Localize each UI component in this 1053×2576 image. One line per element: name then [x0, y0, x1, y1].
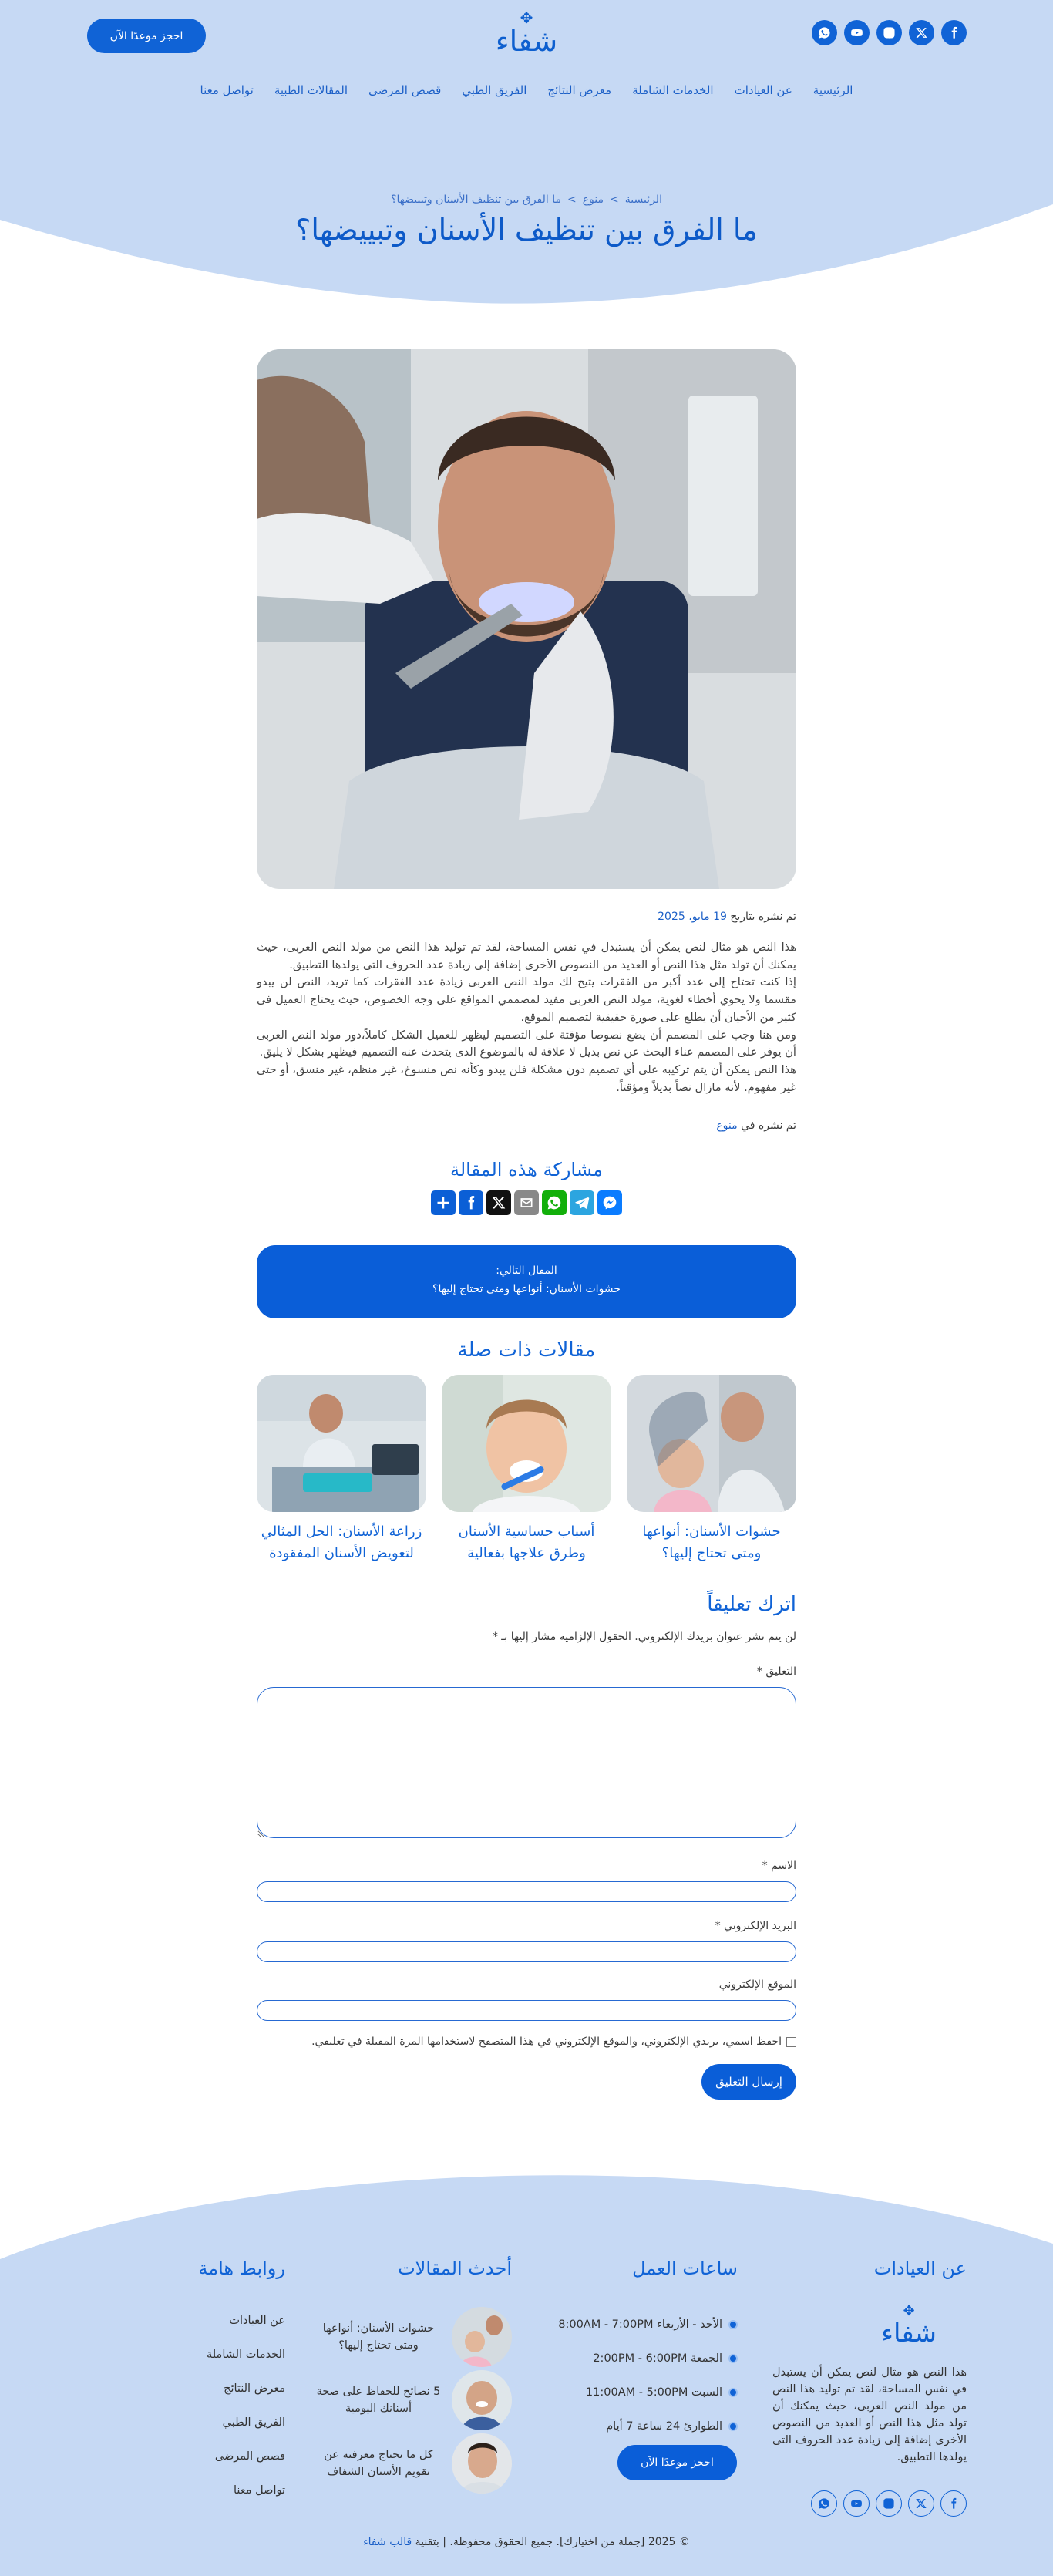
nav-item-contact[interactable]: تواصل معنا	[200, 83, 254, 97]
latest-post-item[interactable]	[296, 2370, 512, 2430]
instagram-icon[interactable]	[876, 2490, 902, 2517]
breadcrumb-separator: >	[610, 194, 619, 206]
published-prefix: تم نشره بتاريخ	[730, 911, 796, 923]
footer-about-text: هذا النص هو مثال لنص يمكن أن يستبدل في نفس المساحة، لقد تم توليد هذا النص من مولد النص العربى، حيث يمكنك أن تولد مثل هذا النص أو العديد من النصوص الأخرى إضافة إلى زيادة عدد الحروف التى يولدها التطبيق.	[772, 2366, 967, 2463]
published-date-link[interactable]: 19 مايو، 2025	[658, 911, 727, 923]
nav-item-stories[interactable]: قصص المرضى	[368, 83, 442, 97]
hours-row: الجمعة 2:00PM - 6:00PM	[506, 2342, 738, 2376]
nav-item-home[interactable]: الرئيسية	[812, 83, 853, 97]
comment-form-title: اترك تعليقاً	[707, 1593, 796, 1616]
page-title: ما الفرق بين تنظيف الأسنان وتبييضها؟	[295, 213, 758, 247]
latest-post-thumbnail[interactable]	[452, 2370, 512, 2430]
related-post-title[interactable]: حشوات الأسنان: أنواعها ومتى تحتاج إليها؟	[642, 1524, 781, 1561]
footer-links-title: روابط هامة	[198, 2258, 285, 2279]
website-input[interactable]	[257, 2000, 796, 2021]
submit-comment-button[interactable]: إرسال التعليق	[701, 2064, 796, 2100]
nav-item-gallery[interactable]: معرض النتائج	[547, 83, 612, 97]
comment-form-note: لن يتم نشر عنوان بريدك الإلكتروني. الحقول الإلزامية مشار إليها بـ *	[492, 1631, 796, 1643]
x-share-icon[interactable]	[486, 1190, 511, 1215]
breadcrumb	[0, 194, 1053, 206]
article-body	[257, 939, 796, 1096]
footer-book-appointment-button[interactable]: احجز موعدًا الآن	[617, 2445, 737, 2480]
youtube-icon[interactable]	[843, 2490, 870, 2517]
footer-link-services[interactable]: الخدمات الشاملة	[206, 2349, 285, 2361]
footer-link-stories[interactable]: قصص المرضى	[214, 2450, 285, 2463]
posted-in	[716, 1120, 796, 1132]
latest-post-title[interactable]: كل ما تحتاج معرفته عن تقويم الأسنان الشفاف	[324, 2449, 433, 2478]
latest-post-thumbnail[interactable]	[452, 2433, 512, 2494]
book-appointment-button[interactable]: احجز موعدًا الآن	[87, 19, 206, 53]
next-post-label: المقال التالي:	[496, 1264, 557, 1277]
youtube-icon[interactable]	[844, 20, 870, 45]
footer-link-gallery[interactable]: معرض النتائج	[224, 2382, 285, 2395]
latest-post-title[interactable]: 5 نصائح للحفاظ على صحة أسنانك اليومية	[316, 2386, 441, 2415]
latest-post-item[interactable]	[296, 2433, 512, 2494]
footer-logo-star-icon: ✥	[903, 2303, 915, 2319]
cookies-label: احفظ اسمي، بريدي الإلكتروني، والموقع الإلكتروني في هذا المتصفح لاستخدامها المرة المقبلة في تعليقي.	[311, 2036, 782, 2048]
category-link[interactable]: منوع	[716, 1120, 738, 1132]
nav-item-about[interactable]: عن العيادات	[734, 83, 792, 97]
hero-header	[0, 0, 1053, 308]
bullet-icon	[728, 2354, 738, 2363]
article-paragraph: هذا النص هو مثال لنص يمكن أن يستبدل في نفس المساحة، لقد تم توليد هذا النص من مولد النص العربى، حيث يمكنك أن تولد مثل هذا النص أو العديد من النصوص الأخرى إضافة إلى زيادة عدد الحروف التى يولدها التطبيق.	[257, 941, 796, 971]
related-post-card[interactable]	[627, 1375, 796, 1564]
related-post-thumbnail[interactable]	[257, 1375, 426, 1512]
name-input[interactable]	[257, 1881, 796, 1902]
logo-star-icon: ✥	[520, 8, 533, 27]
related-post-title[interactable]: زراعة الأسنان: الحل المثالي لتعويض الأسنان المفقودة	[261, 1524, 422, 1561]
facebook-icon[interactable]	[940, 2490, 967, 2517]
comment-textarea[interactable]	[257, 1687, 796, 1838]
hours-row: الطوارئ 24 ساعة 7 أيام	[506, 2409, 738, 2443]
latest-posts	[296, 2307, 512, 2497]
bullet-icon	[728, 2388, 738, 2397]
footer-links	[200, 2315, 285, 2518]
breadcrumb-separator: >	[567, 194, 577, 206]
x-icon[interactable]	[909, 20, 934, 45]
breadcrumb-category[interactable]: منوع	[582, 194, 604, 206]
whatsapp-share-icon[interactable]	[542, 1190, 567, 1215]
x-icon[interactable]	[908, 2490, 934, 2517]
site-logo[interactable]: ✥ شفاء	[495, 8, 558, 58]
latest-post-thumbnail[interactable]	[452, 2307, 512, 2367]
facebook-share-icon[interactable]	[459, 1190, 483, 1215]
related-posts	[257, 1375, 796, 1564]
cookies-checkbox[interactable]	[786, 2037, 796, 2047]
article-paragraph: ومن هنا وجب على المصمم أن يضع نصوصا مؤقتة على التصميم ليظهر للعميل الشكل كاملاً،دور مولد النص العربى أن يوفر على المصمم عناء البحث عن نص بديل لا علاقة له بالموضوع الذى يتحدث عنه التصميم فيظهر بشكل لا يليق.	[257, 1028, 796, 1059]
breadcrumb-home[interactable]: الرئيسية	[624, 194, 662, 206]
cookies-consent	[311, 2036, 796, 2048]
instagram-icon[interactable]	[876, 20, 902, 45]
nav-item-team[interactable]: الفريق الطبي	[462, 83, 527, 97]
share-buttons	[0, 1190, 1053, 1215]
footer-link-team[interactable]: الفريق الطبي	[222, 2416, 285, 2429]
footer-hours-title: ساعات العمل	[632, 2258, 738, 2279]
posted-in-prefix: تم نشره في	[741, 1120, 796, 1132]
article-paragraph: إذا كنت تحتاج إلى عدد أكبر من الفقرات يتيح لك مولد النص العربى زيادة عدد الفقرات كما تريد، النص لن يبدو مقسما ولا يحوي أخطاء لغوية، مولد النص العربى مفيد لمصممي المواقع على وجه الخصوص، حيث يحتاج العميل فى كثير من الأحيان أن يطلع على صورة حقيقية لتصميم الموقع.	[257, 975, 796, 1024]
next-post-title: حشوات الأسنان: أنواعها ومتى تحتاج إليها؟	[432, 1283, 621, 1295]
email-share-icon[interactable]	[514, 1190, 539, 1215]
top-bar	[0, 8, 1053, 58]
header-social-links	[812, 20, 967, 45]
email-input[interactable]	[257, 1941, 796, 1962]
footer-social-links	[811, 2490, 967, 2517]
email-label: البريد الإلكتروني *	[715, 1920, 796, 1932]
theme-credit-link[interactable]: قالب شفاء	[363, 2536, 412, 2548]
footer-latest-title: أحدث المقالات	[398, 2258, 512, 2279]
footer-link-about[interactable]: عن العيادات	[229, 2315, 285, 2327]
name-label: الاسم *	[762, 1860, 796, 1872]
footer-logo[interactable]: ✥ شفاء	[851, 2305, 967, 2349]
nav-item-articles[interactable]: المقالات الطبية	[274, 83, 348, 97]
latest-post-item[interactable]	[296, 2307, 512, 2367]
latest-post-title[interactable]: حشوات الأسنان: أنواعها ومتى تحتاج إليها؟	[322, 2322, 435, 2352]
related-post-thumbnail[interactable]	[627, 1375, 796, 1512]
working-hours	[506, 2308, 738, 2443]
comment-label: التعليق *	[756, 1665, 796, 1678]
whatsapp-icon[interactable]	[812, 20, 837, 45]
footer-about-title: عن العيادات	[873, 2258, 967, 2279]
related-post-title[interactable]: أسباب حساسية الأسنان وطرق علاجها بفعالية	[458, 1524, 595, 1561]
nav-item-services[interactable]: الخدمات الشاملة	[632, 83, 714, 97]
main-nav	[0, 83, 1053, 97]
messenger-share-icon[interactable]	[597, 1190, 622, 1215]
whatsapp-icon[interactable]	[811, 2490, 837, 2517]
related-post-card[interactable]	[442, 1375, 611, 1564]
next-post-link[interactable]	[257, 1245, 796, 1318]
share-plus-icon[interactable]	[431, 1190, 456, 1215]
related-posts-title: مقالات ذات صلة	[457, 1339, 596, 1362]
bullet-icon	[728, 2422, 738, 2431]
website-label: الموقع الإلكتروني	[718, 1978, 796, 1991]
article-featured-image	[257, 349, 796, 889]
bullet-icon	[728, 2320, 738, 2329]
copyright	[0, 2536, 1053, 2548]
telegram-share-icon[interactable]	[570, 1190, 594, 1215]
share-title: مشاركة هذه المقالة	[449, 1159, 604, 1180]
related-post-card[interactable]	[257, 1375, 426, 1564]
published-date	[658, 911, 796, 923]
article-paragraph: هذا النص يمكن أن يتم تركيبه على أي تصميم دون مشكلة فلن يبدو وكأنه نص منسوخ، غير منظم، غير منسق، أو حتى غير مفهوم. لأنه مازال نصاً بديلاً ومؤقتاً.	[257, 1062, 796, 1094]
footer-link-contact[interactable]: تواصل معنا	[233, 2484, 285, 2497]
facebook-icon[interactable]	[941, 20, 967, 45]
breadcrumb-current: ما الفرق بين تنظيف الأسنان وتبييضها؟	[391, 194, 561, 206]
copyright-text: © 2025 [جملة من اختيارك]. جميع الحقوق محفوظة. | بتقنية	[415, 2536, 690, 2548]
hours-row: الأحد - الأربعاء 8:00AM - 7:00PM	[506, 2308, 738, 2342]
hours-row: السبت 11:00AM - 5:00PM	[506, 2376, 738, 2409]
related-post-thumbnail[interactable]	[442, 1375, 611, 1512]
